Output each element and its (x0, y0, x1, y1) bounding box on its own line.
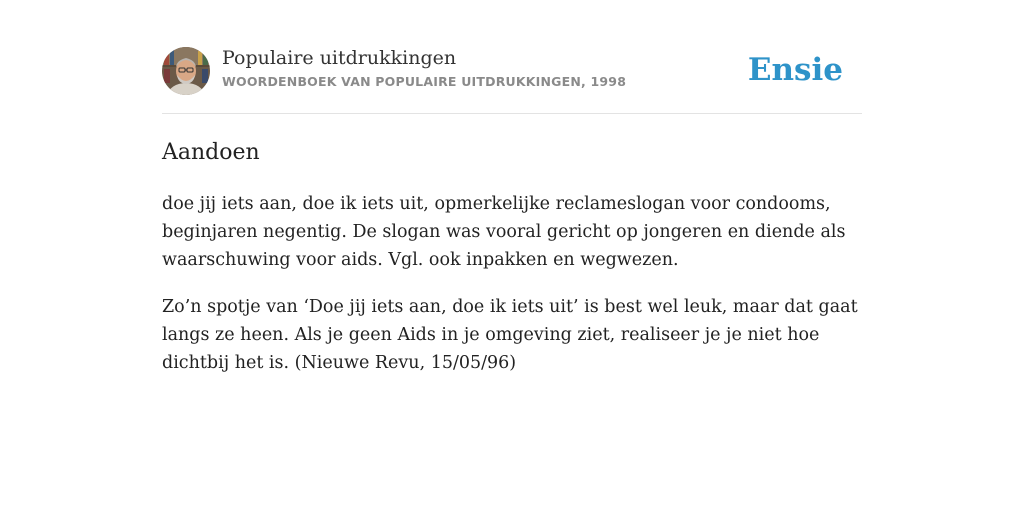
source-info (222, 45, 626, 92)
entry-header (162, 0, 862, 114)
entry-headword: Aandoen (162, 140, 260, 165)
entry-card (162, 0, 862, 377)
source-title: Populaire uitdrukkingen (222, 47, 457, 69)
entry-example-quote: Zo’n spotje van ‘Doe jij iets aan, doe ik iets uit’ is best wel leuk, maar dat gaat langs ze heen. Als je geen Aids in je omgeving ziet, realiseer je je niet hoe dichtbij het is. (Nieuwe Revu, 15/05/96) (162, 297, 858, 373)
entry-definition: doe jij iets aan, doe ik iets uit, opmerkelijke reclameslogan voor condooms, beginjaren negentig. De slogan was vooral gericht op jongeren en diende als waarschuwing voor aids. Vgl. ook inpakken en wegwezen. (162, 194, 846, 270)
author-portrait-image (162, 47, 210, 95)
author-avatar (162, 47, 210, 95)
source-subtitle: WOORDENBOEK VAN POPULAIRE UITDRUKKINGEN, 1998 (222, 74, 627, 89)
ensie-logo[interactable]: Ensie (747, 52, 843, 88)
